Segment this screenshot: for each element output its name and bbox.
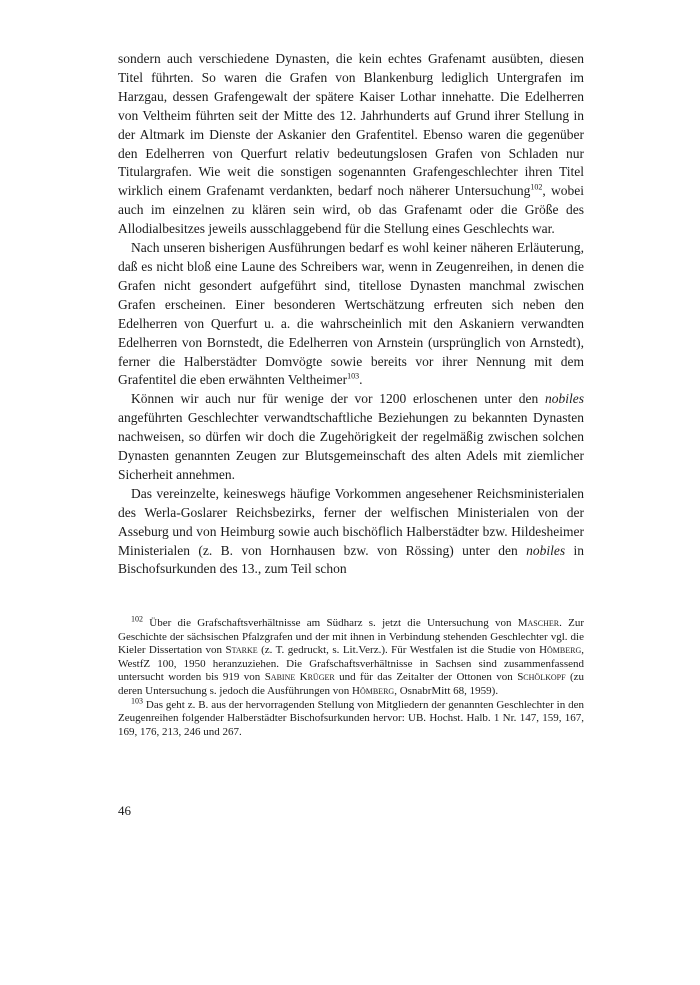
text-run: (z. T. gedruckt, s. Lit.Verz.). Für Westfalen ist die Studie von — [257, 644, 540, 657]
author-name: Starke — [225, 644, 258, 657]
text-run: sondern auch verschiedene Dynasten, die kein echtes Grafenamt ausübten, diesen Titel führten. So waren die Grafen von Blankenburg lediglich Untergrafen im Harzgau, dessen Grafengewalt der spätere Kaiser Lothar innehatte. Die Edelherren von Veltheim führten seit der Mitte des 12. Jahrhunderts auf Grund ihrer Stellung in der Altmark im Dienste der Askanier den Grafentitel. Ebenso waren die gegenüber den Edelherren von Querfurt relativ bedeutungslosen Grafen von Schladen nur Titulargrafen. Wie weit die sonstigen sogenannten Grafengeschlechter ihren Titel wirklich einem Grafenamt verdankten, bedarf noch näherer Untersuchung — [118, 51, 584, 199]
author-name: Sabine Krüger — [264, 671, 335, 684]
footnote-number: 102 — [131, 614, 143, 624]
footnote-ref: 103 — [347, 371, 360, 381]
text-run: Über die Grafschaftsverhältnisse am Südharz s. jetzt die Untersuchung von — [143, 617, 518, 629]
text-run: Nach unseren bisherigen Ausführungen bedarf es wohl keiner näheren Erläuterung, daß es nicht bloß eine Laune des Schreibers war, wenn in Zeugenreihen, in denen die Grafen nicht gesondert aufgeführt sind, titellose Dynasten manchmal zwischen Grafen erscheinen. Einer besonderen Wertschätzung erfreuten sich neben den Edelherren von Querfurt u. a. die wahrscheinlich mit den Askaniern verwandten Edelherren von Bornstedt, die Edelherren von Arnstein (ursprünglich von Arnstedt), ferner die Halberstädter Domvögte sowie bereits vor ihrer Nennung mit dem Grafentitel die eben erwähnten Veltheimer — [118, 240, 584, 388]
italic-term: nobiles — [526, 542, 566, 558]
author-name: Hömberg — [352, 684, 395, 697]
paragraph — [118, 390, 584, 485]
text-run: und für das Zeitalter der Ottonen von — [334, 671, 518, 684]
paragraph — [118, 239, 584, 390]
author-name: Mascher — [517, 617, 560, 629]
paragraph — [118, 50, 584, 239]
text-run: Das vereinzelte, keineswegs häufige Vorkommen angesehener Reichsministerialen des Werla-Goslarer Reichsbezirks, ferner der welfischen Ministerialen von der Asseburg und von Heimburg sowie auch bischöflich Halberstädter bzw. Hildesheimer Ministerialen (z. B. von Hornhausen bzw. von Rössing) unter den — [118, 485, 584, 558]
italic-term: nobiles — [545, 391, 584, 407]
paragraph — [118, 485, 584, 580]
text-run: , OsnabrMitt 68, 1959). — [394, 684, 499, 697]
author-name: Schölkopf — [517, 671, 566, 684]
body-text — [118, 50, 584, 579]
text-run: . Zur Geschichte der sächsischen Pfalzgrafen und der mit ihnen in Verbindung stehenden Geschlechter vgl. die Kieler Dissertation von — [118, 617, 584, 657]
page-number: 46 — [118, 803, 131, 818]
text-run: , WestfZ 100, 1950 heranzuziehen. Die Grafschaftsverhältnisse in Sachsen sind zusammenfassend untersucht worden bis 919 von — [118, 644, 584, 684]
text-run: Das geht z. B. aus der hervorragenden Stellung von Mitgliedern der genannten Geschlechter in den Zeugenreihen folgender Halberstädter Bischofsurkunden hervor: UB. Hochst. Halb. 1 Nr. 147, 159, 167, 169, 176, 213, 246 und 267. — [118, 698, 584, 738]
text-run: , wobei auch im einzelnen zu klären sein wird, ob das Grafenamt oder die Größe des Allodialbesitzes jeweils ausschlaggebend für die Stellung eines Geschlechts war. — [118, 183, 584, 237]
footnote-ref: 102 — [530, 182, 543, 192]
footnotes — [118, 614, 584, 739]
text-run: Können wir auch nur für wenige der vor 1200 erloschenen unter den — [131, 391, 545, 407]
footnote — [118, 695, 584, 740]
author-name: Hömberg — [539, 644, 582, 657]
footnote-number: 103 — [131, 695, 143, 705]
text-run: . — [359, 372, 363, 388]
text-run: (zu deren Untersuchung s. jedoch die Ausführungen von — [118, 671, 584, 697]
footnote — [118, 614, 584, 699]
text-run: angeführten Geschlechter verwandtschaftliche Beziehungen zu bekannten Dynasten nachweisen, so dürfen wir doch die Zugehörigkeit der regelmäßig zwischen solchen Dynasten genannten Zeugen zur Blutsgemeinschaft des alten Adels mit ziemlicher Sicherheit annehmen. — [118, 410, 584, 482]
text-run: in Bischofsurkunden des 13., zum Teil schon — [118, 542, 584, 577]
